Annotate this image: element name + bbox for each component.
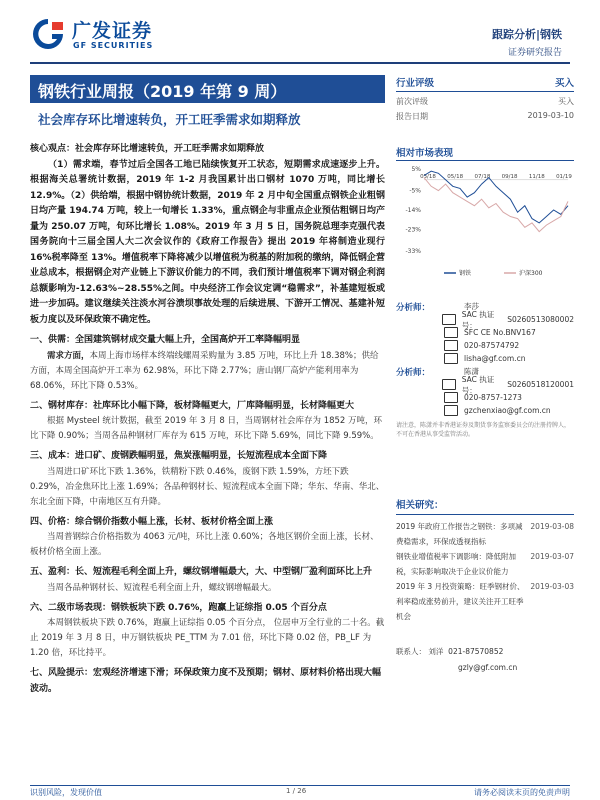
analyst-row bbox=[396, 326, 574, 339]
related-item-title[interactable]: 2019 年政府工作报告之钢铁：多项减费稳需求，环保成透视指标 bbox=[396, 522, 523, 546]
page-number: 1 / 26 bbox=[286, 787, 307, 795]
rating-title: 行业评级 bbox=[396, 78, 435, 89]
related-item-date: 2019-03-07 bbox=[530, 552, 574, 561]
report-date-value: 2019-03-10 bbox=[527, 111, 574, 120]
section-heading: 一、供需：全国建筑钢材成交量大幅上升，全国高炉开工率降幅明显 bbox=[30, 335, 301, 345]
legend-label: 钢铁 bbox=[459, 270, 472, 277]
report-title: 钢铁行业周报（2019 年第 9 周） bbox=[38, 82, 287, 101]
related-item-title[interactable]: 钢铁业增值税率下调影响：降低附加税，实际影响取决于企业议价能力 bbox=[396, 552, 516, 576]
legend-label: 沪深300 bbox=[519, 270, 543, 277]
footer-disclaimer: 请务必阅读末页的免责声明 bbox=[474, 788, 570, 797]
report-date-row bbox=[396, 111, 574, 122]
analyst-row bbox=[396, 309, 574, 330]
analyst-row bbox=[396, 352, 574, 365]
analyst-field-label: SAC 执证号： bbox=[461, 309, 495, 330]
rating-panel bbox=[396, 75, 574, 122]
section-body bbox=[30, 616, 385, 661]
x-tick-label: 07/18 bbox=[474, 173, 491, 180]
id-card-icon bbox=[442, 314, 455, 325]
y-tick-label: -23% bbox=[405, 226, 421, 234]
y-tick-label: -5% bbox=[409, 187, 421, 195]
footer-slogan: 识别风险，发现价值 bbox=[30, 788, 102, 797]
analyst-name: 李莎 bbox=[464, 302, 479, 311]
analyst-panel bbox=[396, 300, 574, 439]
core-view-label: 核心观点： bbox=[30, 144, 76, 154]
analyst-role: 分析师： bbox=[396, 302, 431, 313]
analyst-row bbox=[396, 374, 574, 395]
contact-label: 联系人： bbox=[396, 647, 426, 656]
analyst-disclaimer: 请注意，陈潇并非香港证券及期货事务监察委员会的注册持牌人，不可在香港从事受监管活动。 bbox=[396, 422, 571, 438]
core-view-headline: 社会库存环比增速转负，开工旺季需求如期释放 bbox=[75, 144, 265, 154]
related-item-date: 2019-03-08 bbox=[530, 522, 574, 531]
section-body-lead: 需求方面， bbox=[47, 350, 90, 361]
core-view bbox=[30, 142, 385, 158]
mail-icon bbox=[444, 353, 458, 364]
related-item[interactable] bbox=[396, 549, 574, 579]
section-heading: 三、成本：进口矿、废钢跌幅明显，焦炭涨幅明显，长短流程成本全面下降 bbox=[30, 451, 328, 461]
sections-list bbox=[30, 333, 385, 697]
logo-text-en: GF SECURITIES bbox=[73, 41, 154, 50]
related-title: 相关研究： bbox=[396, 497, 574, 515]
prev-rating-label: 前次评级 bbox=[396, 97, 428, 106]
relative-performance-chart bbox=[396, 160, 574, 280]
x-tick-label: 03/18 bbox=[420, 173, 436, 180]
analyst-field-value: 020-87574792 bbox=[464, 341, 520, 350]
gf-logo-icon bbox=[30, 16, 66, 52]
section-body bbox=[30, 414, 385, 444]
analyst-name: 陈潇 bbox=[464, 367, 479, 376]
x-tick-label: 09/18 bbox=[501, 173, 518, 180]
section-body-text: 本周上海市场样本终端线螺周采购量为 3.85 万吨，环比上升 18.38%；供给方面，本周全国高炉开工率为 62.98%，环比下降 2.77%；唐山钢厂高炉产能利用率为 68.06%，环比下降 0.53%。 bbox=[30, 350, 379, 391]
section-heading: 五、盈利：长、短流程毛利全面上升，螺纹钢增幅最大，大、中型钢厂盈利面环比上升 bbox=[30, 567, 373, 577]
main-content bbox=[30, 142, 385, 697]
section-heading: 二、钢材库存：社库环比小幅下降，板材降幅更大，厂库降幅明显，长材降幅更大 bbox=[30, 400, 355, 411]
contact-email[interactable]: gzly@gf.com.cn bbox=[458, 663, 518, 672]
report-date-label: 报告日期 bbox=[396, 112, 428, 121]
analyst-field-value: BNV167 bbox=[505, 328, 536, 337]
analyst-field-value[interactable]: gzchenxiao@gf.com.cn bbox=[464, 406, 551, 415]
title-banner bbox=[30, 75, 385, 103]
id-card-icon bbox=[444, 327, 458, 338]
related-item[interactable] bbox=[396, 519, 574, 549]
section-body-text: 当周普钢综合价格指数为 4063 元/吨，环比上涨 0.60%；各地区钢价全面上涨，长材、板材价格全面上涨。 bbox=[30, 532, 379, 557]
analyst-row bbox=[396, 391, 574, 404]
logo-text-cn: 广发证券 bbox=[72, 20, 153, 42]
analyst-field-label: SAC 执证号： bbox=[461, 374, 495, 395]
section-body-text: 根据 Mysteel 统计数据，截至 2019 年 3 月 8 日，当周钢材社会库存为 1852 万吨，环比下降 0.90%；当周各品种钢材厂库存为 615 万吨，环比下降 5.69%，同比下降 9.59%。 bbox=[30, 416, 383, 441]
y-tick-label: 5% bbox=[411, 166, 421, 173]
section-heading: 四、价格：综合钢价指数小幅上涨，长材、板材价格全面上涨 bbox=[30, 516, 274, 527]
header-divider bbox=[30, 62, 570, 64]
core-view-body: （1）需求端，春节过后全国各工地已陆续恢复开工状态，短期需求成速逐步上升。根据海关总署统计数据，2019 年 1-2 月我国累计出口钢材 1070 万吨，同比增长 12.9%。（2）供给端，根据中钢协统计数据，2019 年 2 月中旬全国重点钢铁企业粗钢日均产量 194.74 万吨，较上一旬增长 1.33%，重点钢企与非重点企业预估粗钢日均产量为 250.07 万吨，旬环比增长 1.08%。2019 年 3 月 5 日，国务院总理李克强代表国务院向十三届全国人大二次会议作的《政府工作报告》提出 2019 年将制造业现行 16%税率降至 13%。增值税率下降将减少以增值税为税基的附加税的缴纳，降低钢企营业总成本，根据钢企对产业链上下游议价能力的不同，我们预计增值税率下调对钢企利润总额影响为-12.63%~28.55%之间。中央经济工作会议定调“稳需求”，补基建短板或进一步加码。建议继续关注淡水河谷溃坝事故处理的后续进展、下游开工情况、基建补短板力度以及环保政策不确定性。 bbox=[30, 159, 385, 325]
prev-rating-row bbox=[396, 96, 574, 107]
x-tick-label: 11/18 bbox=[528, 173, 545, 180]
analyst-row bbox=[396, 404, 574, 417]
analyst-field-label: SFC CE No. bbox=[464, 328, 506, 337]
analyst-field-value: S0260518120001 bbox=[507, 380, 574, 389]
report-category: 证券研究报告 bbox=[507, 48, 562, 58]
x-tick-label: 01/19 bbox=[556, 173, 572, 180]
related-list bbox=[396, 519, 574, 624]
related-item-title[interactable]: 2019 年 3 月投资策略：旺季钢材价、利率稳成涨势前升，建议关注开工旺季机会 bbox=[396, 582, 525, 621]
section-body bbox=[30, 349, 385, 394]
contact-line-2 bbox=[396, 660, 574, 676]
analyst-row bbox=[396, 339, 574, 352]
footer-divider bbox=[30, 785, 570, 786]
contact-line-1 bbox=[396, 644, 574, 660]
section-body bbox=[30, 530, 385, 560]
page-header bbox=[0, 0, 600, 68]
y-tick-label: -14% bbox=[405, 207, 421, 214]
rating-value: 买入 bbox=[554, 78, 574, 89]
y-tick-label: -33% bbox=[405, 248, 421, 255]
analyst-field-value: S0260513080002 bbox=[507, 315, 574, 324]
id-card-icon bbox=[442, 379, 455, 390]
mail-icon bbox=[444, 405, 458, 416]
contact-name: 刘洋 bbox=[428, 647, 444, 656]
chart-svg bbox=[396, 161, 574, 281]
section-body bbox=[30, 581, 385, 596]
contact-phone: 021-87570852 bbox=[448, 647, 504, 656]
analyst-field-value: 020-8757-1273 bbox=[464, 393, 522, 402]
related-item-date: 2019-03-03 bbox=[530, 582, 574, 591]
phone-icon bbox=[444, 392, 458, 403]
x-tick-label: 05/18 bbox=[447, 173, 464, 180]
chart-title: 相对市场表现 bbox=[396, 148, 454, 159]
related-research bbox=[396, 497, 574, 676]
rating-header bbox=[396, 75, 574, 92]
prev-rating-value: 买入 bbox=[558, 97, 574, 106]
section-body-text: 当周各品种钢材长、短流程毛利全面上升，螺纹钢增幅最大。 bbox=[47, 582, 277, 593]
section-body bbox=[30, 465, 385, 510]
contact-block bbox=[396, 644, 574, 676]
report-subtitle: 社会库存环比增速转负，开工旺季需求如期释放 bbox=[38, 112, 301, 127]
phone-icon bbox=[444, 340, 458, 351]
report-type: 跟踪分析|钢铁 bbox=[491, 28, 562, 41]
analyst-role: 分析师： bbox=[396, 367, 431, 378]
section-body-text: 本周钢铁板块下跌 0.76%，跑赢上证综指 0.05 个百分点， 位居申万全行业的二十名。截止 2019 年 3 月 8 日，申万钢铁板块 PE_TTM 为 7.01 倍，环比下降 0.02 倍，PB_LF 为 1.20 倍，环比持平。 bbox=[30, 618, 385, 658]
analyst-field-value[interactable]: lisha@gf.com.cn bbox=[464, 354, 526, 363]
section-body-text: 当周进口矿环比下跌 1.36%，铁精粉下跌 0.46%，废钢下跌 1.59%，方坯下跌 0.29%，冶金焦环比上涨 1.69%；各品种钢材长、短流程成本全面下降；华东、华南、华北、东北全面下降，中南地区互有升降。 bbox=[30, 466, 385, 507]
section-heading: 六、二级市场表现：钢铁板块下跌 0.76%，跑赢上证综指 0.05 个百分点 bbox=[30, 602, 327, 613]
related-item[interactable] bbox=[396, 579, 574, 624]
section-heading: 七、风险提示：宏观经济增速下滑；环保政策力度不及预期；钢材、原材料价格出现大幅波动。 bbox=[30, 668, 382, 694]
series-line-0 bbox=[424, 171, 568, 223]
